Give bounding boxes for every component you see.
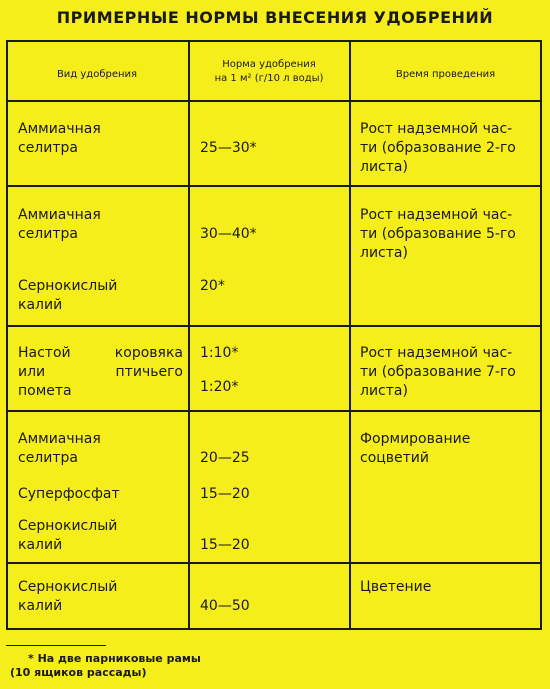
fertilizer-rate: 25—30* bbox=[200, 140, 257, 156]
application-time: Формирование bbox=[360, 431, 471, 447]
footnote-rule bbox=[6, 645, 106, 646]
fertilizer-name: Настой коровяка bbox=[18, 345, 183, 361]
application-time: листа) bbox=[360, 159, 408, 175]
fertilizer-rate: 30—40* bbox=[200, 226, 257, 242]
row-divider bbox=[6, 410, 542, 412]
fertilizer-name: Суперфосфат bbox=[18, 486, 120, 502]
application-time: Рост надземной час- bbox=[360, 207, 513, 223]
fertilizer-name: Сернокислый bbox=[18, 579, 118, 595]
application-time: листа) bbox=[360, 383, 408, 399]
fertilizer-name: Аммиачная bbox=[18, 431, 101, 447]
application-time: ти (образование 2-го bbox=[360, 140, 516, 156]
footnote-line: (10 ящиков рассады) bbox=[10, 666, 147, 679]
header-rate-line2: на 1 м² (г/10 л воды) bbox=[214, 73, 324, 84]
page-title: ПРИМЕРНЫЕ НОРМЫ ВНЕСЕНИЯ УДОБРЕНИЙ bbox=[56, 8, 494, 27]
fertilizer-name: Аммиачная bbox=[18, 121, 101, 137]
fertilizer-name: селитра bbox=[18, 140, 78, 156]
application-time: ти (образование 5-го bbox=[360, 226, 516, 242]
header-time: Время проведения bbox=[395, 69, 496, 80]
row-divider bbox=[6, 562, 542, 564]
footnote-line: * На две парниковые рамы bbox=[28, 652, 201, 665]
header-rate-line1: Норма удобрения bbox=[222, 59, 316, 70]
fertilizer-name: Аммиачная bbox=[18, 207, 101, 223]
application-time: Рост надземной час- bbox=[360, 121, 513, 137]
header-type: Вид удобрения bbox=[56, 69, 138, 80]
fertilizer-name: или птичьего bbox=[18, 364, 183, 380]
fertilizer-name: Сернокислый bbox=[18, 278, 118, 294]
fertilizer-name: калий bbox=[18, 598, 63, 614]
fertilizer-name: помета bbox=[18, 383, 72, 399]
fertilizer-name: Сернокислый bbox=[18, 518, 118, 534]
column-divider bbox=[188, 40, 190, 630]
row-divider bbox=[6, 325, 542, 327]
application-time: листа) bbox=[360, 245, 408, 261]
application-time: соцветий bbox=[360, 450, 430, 466]
column-divider bbox=[349, 40, 351, 630]
row-divider bbox=[6, 100, 542, 102]
fertilizer-name: калий bbox=[18, 537, 63, 553]
fertilizer-rate: 20—25 bbox=[200, 450, 250, 466]
footnote bbox=[10, 652, 201, 680]
application-time: ти (образование 7-го bbox=[360, 364, 516, 380]
fertilizer-rate: 15—20 bbox=[200, 486, 250, 502]
fertilizer-name: селитра bbox=[18, 226, 78, 242]
row-divider bbox=[6, 185, 542, 187]
fertilizer-rate: 40—50 bbox=[200, 598, 250, 614]
fertilizer-rate: 15—20 bbox=[200, 537, 250, 553]
application-time: Рост надземной час- bbox=[360, 345, 513, 361]
fertilizer-rate: 20* bbox=[200, 278, 225, 294]
application-time: Цветение bbox=[360, 579, 432, 595]
fertilizer-name: селитра bbox=[18, 450, 78, 466]
fertilizer-rate: 1:10* bbox=[200, 345, 239, 361]
fertilizer-name: калий bbox=[18, 297, 63, 313]
fertilizer-rate: 1:20* bbox=[200, 379, 239, 395]
